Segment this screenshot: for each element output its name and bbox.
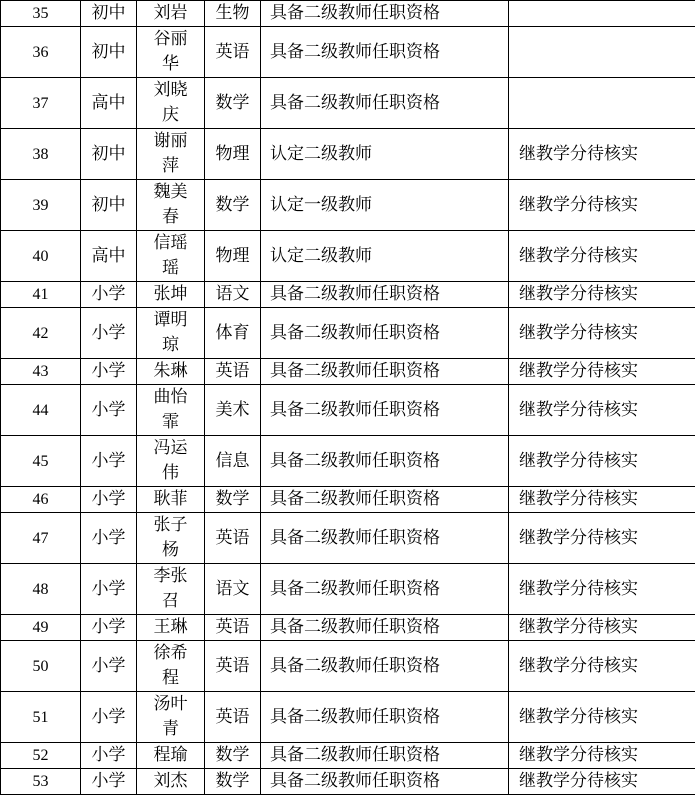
note-cell: 继教学分待核实 [509, 564, 695, 615]
note-cell: 继教学分待核实 [509, 129, 695, 180]
qualification-cell: 具备二级教师任职资格 [261, 743, 509, 769]
teacher-name-cell [137, 129, 205, 180]
teacher-name-cell [137, 564, 205, 615]
teacher-name-text: 张子杨 [151, 513, 191, 563]
note-cell: 继教学分待核实 [509, 641, 695, 692]
subject-cell: 信息 [205, 436, 261, 487]
teacher-name-text: 曲怡霏 [151, 385, 191, 435]
subject-cell: 美术 [205, 385, 261, 436]
school-level-cell: 小学 [81, 436, 137, 487]
teacher-name-cell [137, 78, 205, 129]
school-level-cell: 小学 [81, 743, 137, 769]
qualification-cell: 具备二级教师任职资格 [261, 359, 509, 385]
qualification-cell: 具备二级教师任职资格 [261, 78, 509, 129]
teacher-name-text: 谭明琼 [151, 308, 191, 358]
teacher-name-text: 刘杰 [151, 769, 191, 794]
row-number-cell: 42 [1, 308, 81, 359]
school-level-cell: 小学 [81, 564, 137, 615]
subject-cell: 语文 [205, 564, 261, 615]
qualification-cell: 具备二级教师任职资格 [261, 692, 509, 743]
teacher-name-cell [137, 27, 205, 78]
teacher-name-text: 冯运伟 [151, 436, 191, 486]
qualification-cell: 具备二级教师任职资格 [261, 641, 509, 692]
table-row [1, 180, 695, 231]
teacher-name-cell [137, 692, 205, 743]
note-cell: 继教学分待核实 [509, 692, 695, 743]
row-number-cell: 47 [1, 513, 81, 564]
table-row [1, 129, 695, 180]
qualification-cell: 具备二级教师任职资格 [261, 769, 509, 795]
row-number-cell: 50 [1, 641, 81, 692]
note-cell: 继教学分待核实 [509, 743, 695, 769]
teacher-name-text: 谢丽萍 [151, 129, 191, 179]
teacher-name-text: 刘岩 [151, 1, 191, 26]
school-level-cell: 初中 [81, 1, 137, 27]
table-row [1, 769, 695, 795]
teacher-name-cell [137, 487, 205, 513]
note-cell [509, 1, 695, 27]
table-row [1, 487, 695, 513]
note-cell: 继教学分待核实 [509, 513, 695, 564]
subject-cell: 生物 [205, 1, 261, 27]
table-row [1, 615, 695, 641]
table-row [1, 692, 695, 743]
row-number-cell: 45 [1, 436, 81, 487]
teacher-name-cell [137, 308, 205, 359]
subject-cell: 英语 [205, 692, 261, 743]
note-cell [509, 27, 695, 78]
qualification-cell: 具备二级教师任职资格 [261, 615, 509, 641]
table-row [1, 27, 695, 78]
qualification-cell: 认定一级教师 [261, 180, 509, 231]
subject-cell: 数学 [205, 769, 261, 795]
subject-cell: 体育 [205, 308, 261, 359]
row-number-cell: 37 [1, 78, 81, 129]
school-level-cell: 高中 [81, 78, 137, 129]
teacher-name-text: 耿菲 [151, 487, 191, 512]
subject-cell: 数学 [205, 487, 261, 513]
note-cell: 继教学分待核实 [509, 769, 695, 795]
qualification-cell: 具备二级教师任职资格 [261, 282, 509, 308]
subject-cell: 数学 [205, 180, 261, 231]
row-number-cell: 36 [1, 27, 81, 78]
school-level-cell: 小学 [81, 359, 137, 385]
school-level-cell: 小学 [81, 769, 137, 795]
table-row [1, 564, 695, 615]
note-cell: 继教学分待核实 [509, 436, 695, 487]
table-row [1, 282, 695, 308]
school-level-cell: 小学 [81, 513, 137, 564]
subject-cell: 英语 [205, 615, 261, 641]
school-level-cell: 初中 [81, 27, 137, 78]
table-row [1, 78, 695, 129]
table-row [1, 385, 695, 436]
qualification-cell: 具备二级教师任职资格 [261, 436, 509, 487]
school-level-cell: 小学 [81, 615, 137, 641]
note-cell: 继教学分待核实 [509, 180, 695, 231]
subject-cell: 英语 [205, 359, 261, 385]
qualification-cell: 具备二级教师任职资格 [261, 308, 509, 359]
teacher-name-text: 刘晓庆 [151, 78, 191, 128]
school-level-cell: 小学 [81, 487, 137, 513]
table-row [1, 743, 695, 769]
qualification-cell: 具备二级教师任职资格 [261, 385, 509, 436]
row-number-cell: 41 [1, 282, 81, 308]
teacher-name-cell [137, 359, 205, 385]
teacher-name-cell [137, 641, 205, 692]
row-number-cell: 51 [1, 692, 81, 743]
teacher-name-cell [137, 513, 205, 564]
row-number-cell: 46 [1, 487, 81, 513]
qualification-cell: 具备二级教师任职资格 [261, 27, 509, 78]
subject-cell: 英语 [205, 513, 261, 564]
subject-cell: 物理 [205, 129, 261, 180]
subject-cell: 英语 [205, 27, 261, 78]
row-number-cell: 40 [1, 231, 81, 282]
subject-cell: 数学 [205, 78, 261, 129]
teacher-name-cell [137, 282, 205, 308]
note-cell: 继教学分待核实 [509, 282, 695, 308]
note-cell: 继教学分待核实 [509, 308, 695, 359]
note-cell: 继教学分待核实 [509, 231, 695, 282]
qualification-cell: 具备二级教师任职资格 [261, 564, 509, 615]
table-row [1, 513, 695, 564]
teacher-name-text: 魏美春 [151, 180, 191, 230]
row-number-cell: 43 [1, 359, 81, 385]
teacher-name-text: 信瑶瑶 [151, 231, 191, 281]
school-level-cell: 高中 [81, 231, 137, 282]
row-number-cell: 49 [1, 615, 81, 641]
teacher-name-cell [137, 743, 205, 769]
teacher-name-text: 谷丽华 [151, 27, 191, 77]
table-row [1, 231, 695, 282]
teacher-name-cell [137, 615, 205, 641]
qualification-cell: 具备二级教师任职资格 [261, 1, 509, 27]
subject-cell: 物理 [205, 231, 261, 282]
school-level-cell: 小学 [81, 692, 137, 743]
teacher-table-body [1, 1, 695, 795]
teacher-name-text: 李张召 [151, 564, 191, 614]
teacher-name-text: 程瑜 [151, 743, 191, 768]
row-number-cell: 48 [1, 564, 81, 615]
teacher-name-cell [137, 180, 205, 231]
row-number-cell: 35 [1, 1, 81, 27]
school-level-cell: 小学 [81, 282, 137, 308]
teacher-name-cell [137, 385, 205, 436]
note-cell: 继教学分待核实 [509, 615, 695, 641]
row-number-cell: 39 [1, 180, 81, 231]
note-cell: 继教学分待核实 [509, 487, 695, 513]
teacher-name-cell [137, 231, 205, 282]
table-row [1, 308, 695, 359]
school-level-cell: 初中 [81, 129, 137, 180]
subject-cell: 数学 [205, 743, 261, 769]
school-level-cell: 小学 [81, 385, 137, 436]
school-level-cell: 初中 [81, 180, 137, 231]
school-level-cell: 小学 [81, 308, 137, 359]
qualification-cell: 具备二级教师任职资格 [261, 513, 509, 564]
note-cell: 继教学分待核实 [509, 385, 695, 436]
qualification-cell: 认定二级教师 [261, 231, 509, 282]
teacher-name-text: 汤叶青 [151, 692, 191, 742]
row-number-cell: 44 [1, 385, 81, 436]
qualification-cell: 具备二级教师任职资格 [261, 487, 509, 513]
teacher-name-text: 张坤 [151, 282, 191, 307]
subject-cell: 语文 [205, 282, 261, 308]
qualification-cell: 认定二级教师 [261, 129, 509, 180]
table-row [1, 359, 695, 385]
row-number-cell: 52 [1, 743, 81, 769]
teacher-name-cell [137, 1, 205, 27]
table-row [1, 436, 695, 487]
subject-cell: 英语 [205, 641, 261, 692]
note-cell: 继教学分待核实 [509, 359, 695, 385]
teacher-name-text: 徐希程 [151, 641, 191, 691]
note-cell [509, 78, 695, 129]
teacher-name-text: 朱琳 [151, 359, 191, 384]
row-number-cell: 38 [1, 129, 81, 180]
teacher-name-cell [137, 436, 205, 487]
table-row [1, 641, 695, 692]
table-row [1, 1, 695, 27]
teacher-name-cell [137, 769, 205, 795]
teacher-name-text: 王琳 [151, 615, 191, 640]
school-level-cell: 小学 [81, 641, 137, 692]
row-number-cell: 53 [1, 769, 81, 795]
